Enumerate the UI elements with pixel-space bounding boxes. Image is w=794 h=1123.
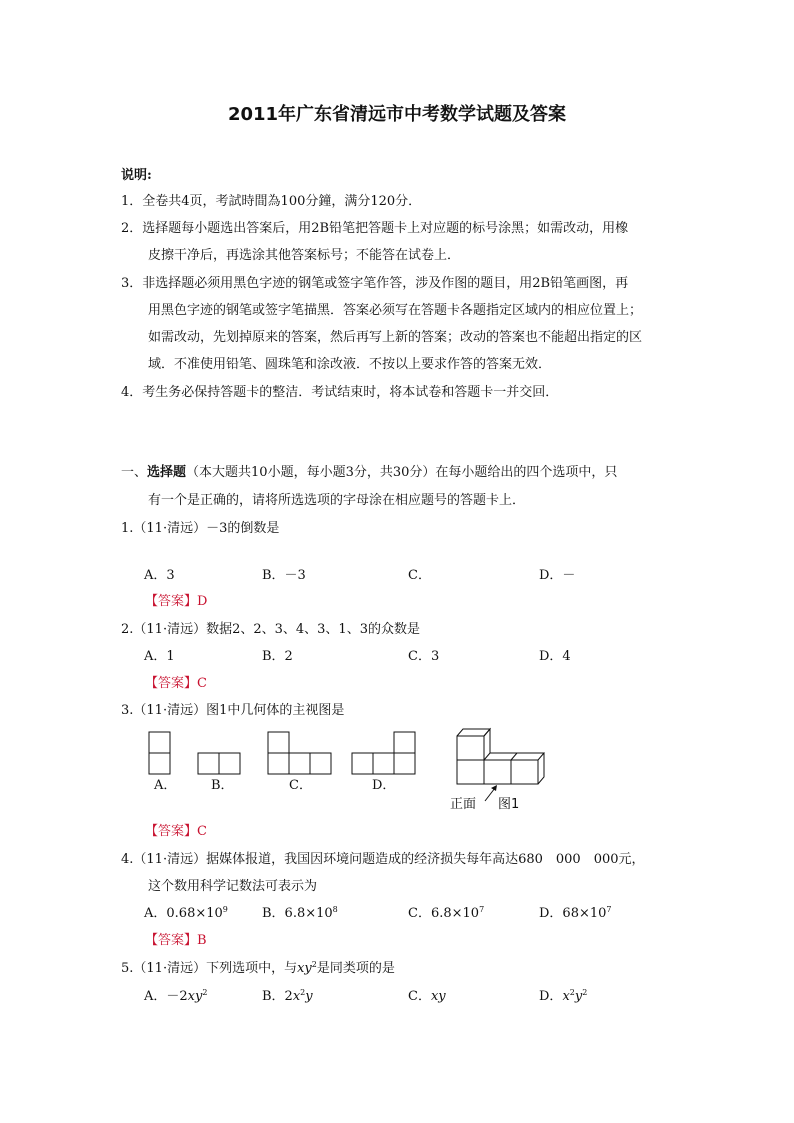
figure-label: A． (154, 778, 177, 793)
view-option-c (268, 732, 331, 774)
option: D．$68\times 10^7$ (539, 905, 612, 921)
answer: 【答案】C (145, 824, 207, 839)
figure-label: B． (211, 778, 234, 793)
option: A．$-2xy^2$ (144, 988, 208, 1004)
option: A．1 (144, 649, 175, 664)
question-stem: 1.（11·清远）－3的倒数是 (121, 521, 280, 536)
section-heading-cont: 有一个是正确的，请将所选选项的字母涂在相应题号的答题卡上． (148, 493, 526, 508)
front-label: 正面 (450, 797, 477, 812)
figure-label: D． (372, 778, 396, 793)
option: B．$2x^2y$ (262, 988, 313, 1004)
option: C．xy (408, 989, 446, 1004)
answer: 【答案】B (145, 933, 207, 948)
instruction-line: 域．不准使用铅笔、圆珠笔和涂改液．不按以上要求作答的答案无效． (148, 357, 552, 372)
figure-label: C． (289, 778, 312, 793)
figure-caption: 图1 (498, 797, 520, 812)
section-heading: 一、选择题（本大题共10小题，每小题3分，共30分）在每小题给出的四个选项中，只 (121, 465, 618, 480)
geometric-body-3d (457, 729, 544, 784)
option: B．－3 (262, 568, 306, 583)
answer: 【答案】C (145, 676, 207, 691)
question-stem: 5.（11·清远）下列选项中，与$xy^2$是同类项的是 (121, 960, 395, 976)
question-stem: 4.（11·清远）据媒体报道，我国因环境问题造成的经济损失每年高达680 000 000元， (121, 852, 645, 867)
question-stem: 2.（11·清远）数据2、2、3、4、3、1、3的众数是 (121, 622, 420, 637)
option: C． (408, 568, 431, 583)
option: C．$6.8\times 10^7$ (408, 905, 485, 921)
instruction-line: 皮擦干净后，再选涂其他答案标号；不能答在试卷上． (148, 248, 461, 263)
question-stem-cont: 这个数用科学记数法可表示为 (148, 879, 318, 894)
option: D．4 (539, 649, 571, 664)
question-stem: 3.（11·清远）图1中几何体的主视图是 (121, 703, 345, 718)
instruction-line: 3．非选择题必须用黑色字迹的钢笔或签字笔作答，涉及作图的题目，用2B铅笔画图，再 (121, 276, 629, 291)
instruction-line: 4．考生务必保持答题卡的整洁．考试结束时，将本试卷和答题卡一并交回． (121, 385, 559, 400)
pointer-arrow (485, 788, 495, 801)
instruction-line: 2．选择题每小题选出答案后，用2B铅笔把答题卡上对应题的标号涂黑；如需改动，用橡 (121, 221, 629, 236)
option: A．$0.68\times 10^9$ (144, 905, 228, 921)
geometry-figures (0, 725, 794, 835)
instruction-line: 如需改动，先划掉原来的答案，然后再写上新的答案；改动的答案也不能超出指定的区 (148, 330, 643, 345)
view-option-a (149, 732, 170, 774)
instruction-line: 1．全卷共4页，考試時間為100分鐘，满分120分． (121, 194, 422, 209)
option: B．2 (262, 649, 293, 664)
view-option-b (198, 753, 240, 774)
option: A．3 (144, 568, 175, 583)
answer: 【答案】D (145, 594, 208, 609)
option: C．3 (408, 649, 440, 664)
option: D．－ (539, 568, 576, 583)
instruction-line: 用黑色字迹的钢笔或签字笔描黑．答案必须写在答题卡各题指定区域内的相应位置上； (148, 303, 643, 318)
option: B．$6.8\times 10^8$ (262, 905, 338, 921)
option: D．$x^2y^2$ (539, 988, 588, 1004)
page-title: 2011年广东省清远市中考数学试题及答案 (227, 104, 567, 125)
view-option-d (352, 732, 415, 774)
instructions-heading: 说明: (121, 168, 152, 183)
